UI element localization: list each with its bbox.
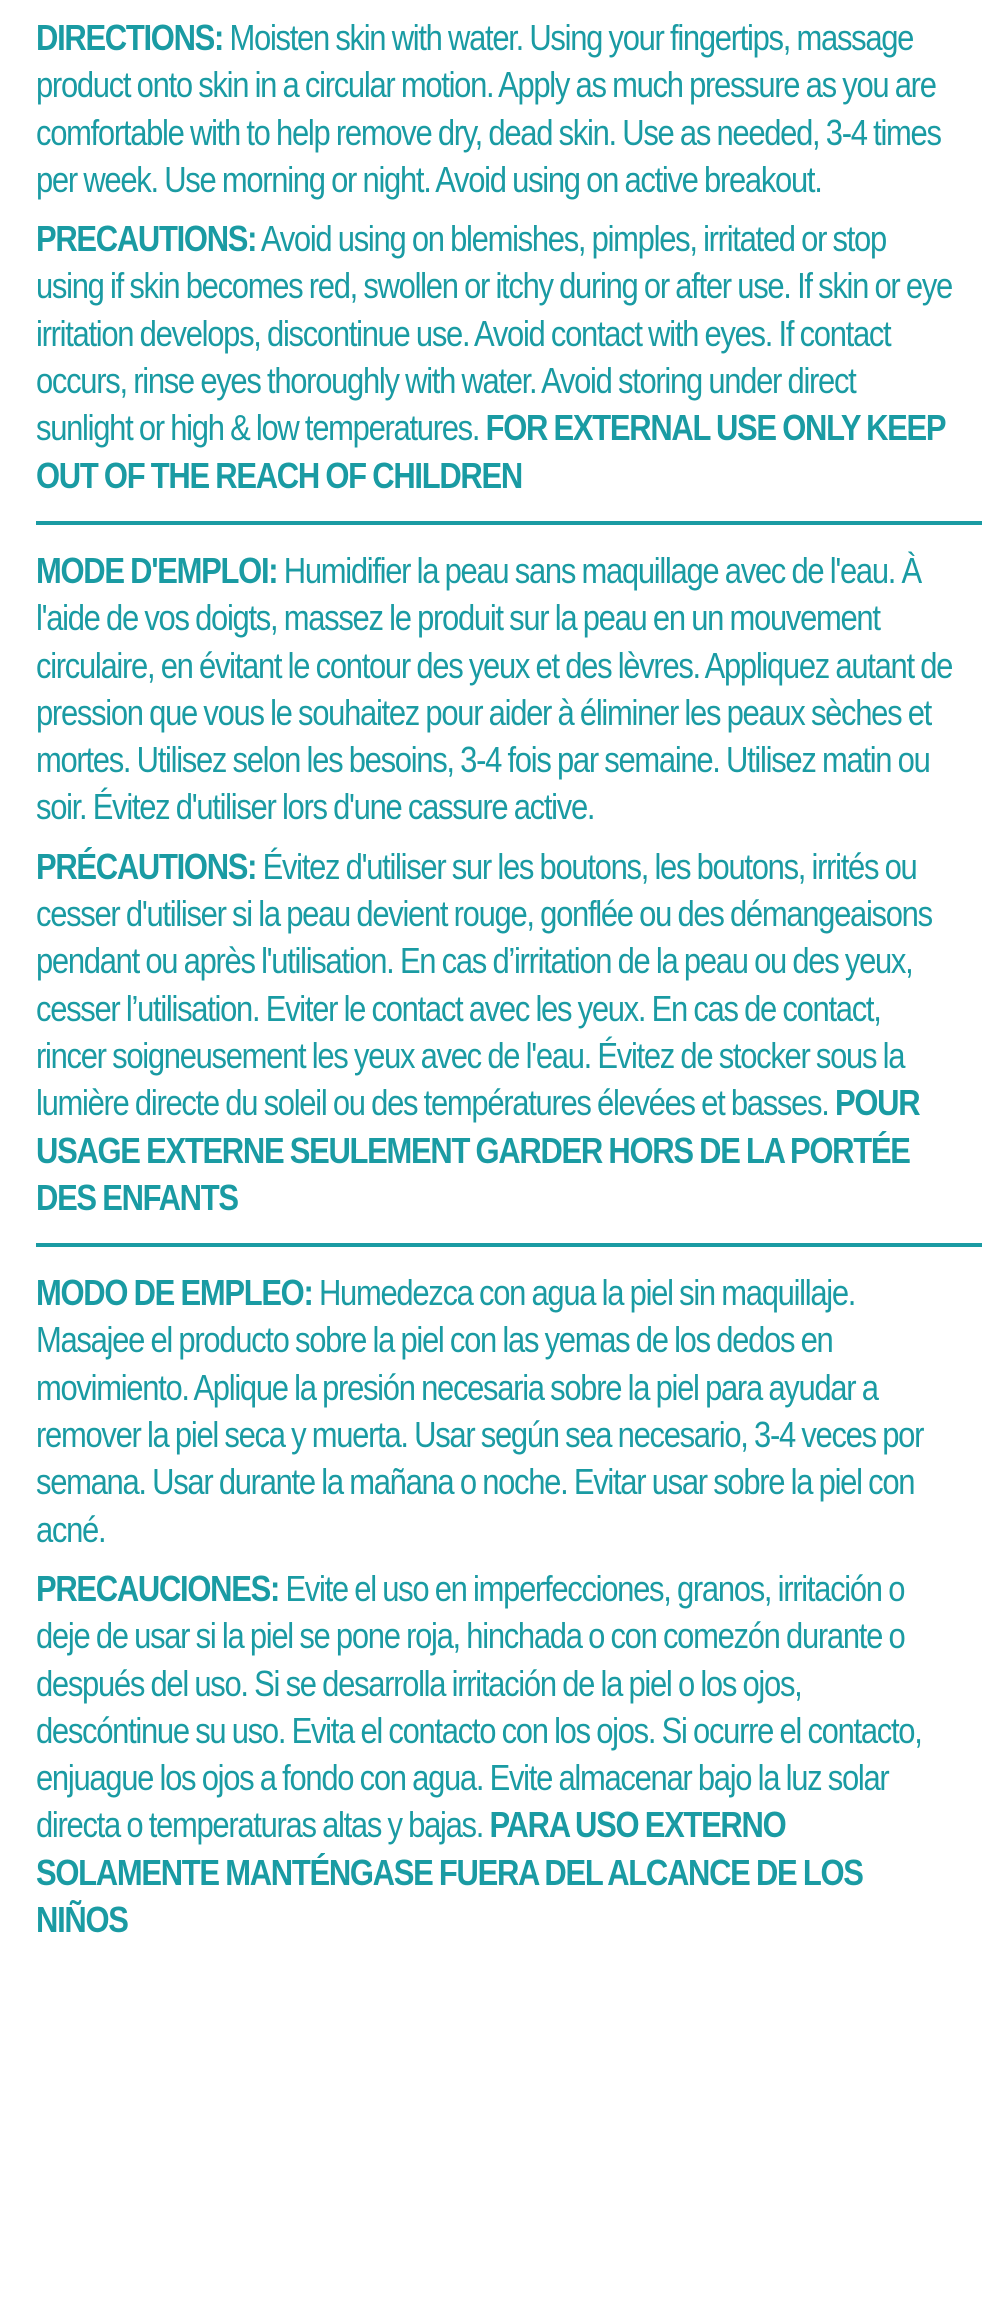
precautions-en-warning: FOR EXTERNAL USE ONLY KEEP OUT OF THE REACH OF CHILDREN [36,407,945,496]
precautions-en [36,215,956,499]
directions-en [36,14,956,203]
precautions-fr-text: Évitez d'utiliser sur les boutons, les boutons, irrités ou cesser d'utiliser si la peau devient rouge, gonflée ou des démangeaisons pendant ou après l'utilisation. En cas d’irritation de la peau ou des yeux, cesser l’utilisation. Eviter le contact avec les yeux. En cas de contact, rincer soigneusement les yeux avec de l'eau. Évitez de stocker sous la lumière directe du soleil ou des températures élevées et basses. [36,845,932,1124]
precautions-fr-warning: POUR USAGE EXTERNE SEULEMENT GARDER HORS DE LA PORTÉE DES ENFANTS [36,1082,920,1218]
precautions-es [36,1565,956,1943]
precautions-en-text: Avoid using on blemishes, pimples, irritated or stop using if skin becomes red, swollen or itchy during or after use. If skin or eye irritation develops, discontinue use. Avoid contact with eyes. If contact occurs, rinse eyes thoroughly with water. Avoid storing under direct sunlight or high & low temperatures. [36,218,952,449]
section-divider-1 [36,521,982,525]
directions-en-text: Moisten skin with water. Using your fingertips, massage product onto skin in a circular motion. Apply as much pressure as you are comfortable with to help remove dry, dead skin. Use as needed, 3-4 times per week. Use morning or night. Avoid using on active breakout. [36,17,941,200]
precautions-en-heading: PRECAUTIONS: [36,218,257,260]
section-french [36,547,956,1221]
precautions-es-text: Evite el uso en imperfecciones, granos, irritación o deje de usar si la piel se pone roja, hinchada o con comezón durante o después del uso. Si se desarrolla irritación de la piel o los ojos, descóntinue su uso. Evita el contacto con los ojos. Si ocurre el contacto, enjuague los ojos a fondo con agua. Evite almacenar bajo la luz solar directa o temperaturas altas y bajas. [36,1567,922,1846]
directions-en-heading: DIRECTIONS: [36,17,224,58]
directions-es-text: Humedezca con agua la piel sin maquillaje. Masajee el producto sobre la piel con las yemas de los dedos en movimiento. Aplique la presión necesaria sobre la piel para ayudar a remover la piel seca y muerta. Usar según sea necesario, 3-4 veces por semana. Usar durante la mañana o noche. Evitar usar sobre la piel con acné. [36,1272,924,1550]
precautions-es-warning: PARA USO EXTERNO SOLAMENTE MANTÉNGASE FUERA DEL ALCANCE DE LOS NIÑOS [36,1804,863,1940]
precautions-es-heading: PRECAUCIONES: [36,1567,279,1609]
precautions-fr-heading: PRÉCAUTIONS: [36,845,257,887]
directions-fr-text: Humidifier la peau sans maquillage avec de l'eau. À l'aide de vos doigts, massez le produit sur la peau en un mouvement circulaire, en évitant le contour des yeux et des lèvres. Appliquez autant de pression que vous le souhaitez pour aider à éliminer les peaux sèches et mortes. Utilisez selon les besoins, 3-4 fois par semaine. Utilisez matin ou soir. Évitez d'utiliser lors d'une cassure active. [36,549,953,828]
directions-es [36,1269,956,1553]
directions-es-heading: MODO DE EMPLEO: [36,1272,313,1314]
section-english [36,14,956,499]
product-label [36,14,956,1943]
directions-fr [36,547,956,831]
section-spanish [36,1269,956,1943]
directions-fr-heading: MODE D'EMPLOI: [36,549,278,591]
precautions-fr [36,843,956,1221]
section-divider-2 [36,1243,982,1247]
